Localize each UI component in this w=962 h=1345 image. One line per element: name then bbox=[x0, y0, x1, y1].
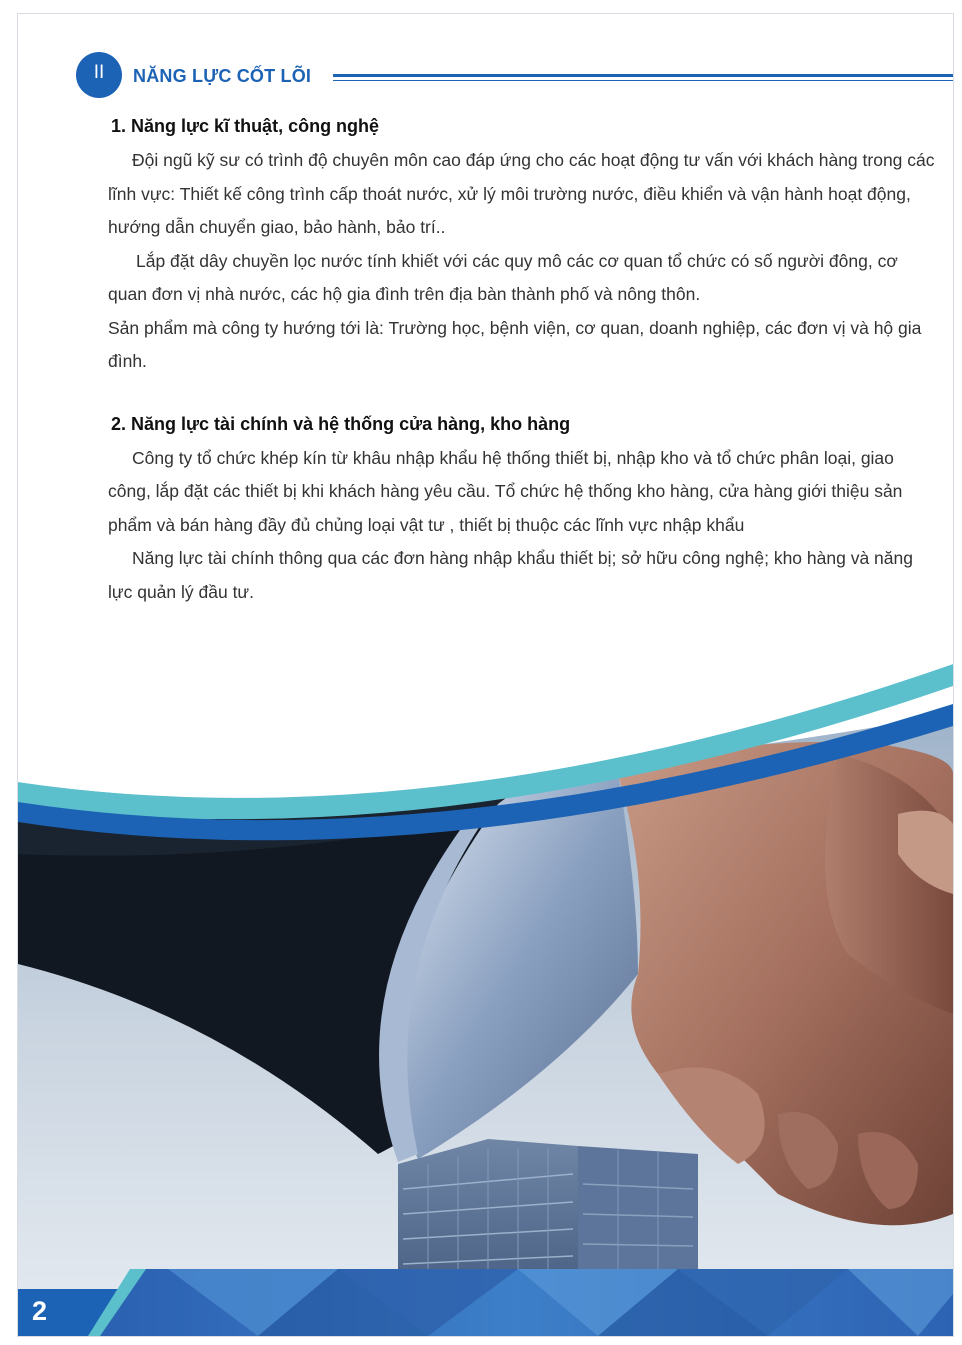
paragraph: Lắp đặt dây chuyền lọc nước tính khiết với các quy mô các cơ quan tổ chức có số người đông, cơ quan đơn vị nhà nước, các hộ gia đình trên địa bàn thành phố và nông thôn. bbox=[108, 250, 898, 304]
title-rule bbox=[333, 74, 953, 77]
section-badge: II bbox=[76, 52, 122, 98]
paragraph: Công ty tổ chức khép kín từ khâu nhập khẩu hệ thống thiết bị, nhập kho và tổ chức phân loại, giao công, lắp đặt các thiết bị khi khách hàng yêu cầu. Tổ chức hệ thống kho hàng, cửa hàng giới thiệu sản phẩm và bán hàng đầy đủ chủng loại vật tư , thiết bị thuộc các lĩnh vực nhập khẩu bbox=[108, 447, 903, 535]
paragraph: Sản phẩm mà công ty hướng tới là: Trường học, bệnh viện, cơ quan, doanh nghiệp, các đơn vị và hộ gia đình. bbox=[108, 317, 922, 371]
content-body bbox=[108, 108, 936, 609]
section-title: NĂNG LỰC CỐT LÕI bbox=[133, 66, 312, 86]
heading-technical: 1. Năng lực kĩ thuật, công nghệ bbox=[111, 116, 380, 136]
paragraph: Năng lực tài chính thông qua các đơn hàng nhập khẩu thiết bị; sở hữu công nghệ; kho hàng và năng lực quản lý đầu tư. bbox=[108, 548, 913, 602]
bottom-pattern-band bbox=[78, 1269, 953, 1336]
heading-financial: 2. Năng lực tài chính và hệ thống cửa hàng, kho hàng bbox=[111, 413, 571, 434]
page-number: 2 bbox=[32, 1296, 48, 1326]
paragraph: Đội ngũ kỹ sư có trình độ chuyên môn cao đáp ứng cho các hoạt động tư vấn với khách hàng trong các lĩnh vực: Thiết kế công trình cấp thoát nước, xử lý môi trường nước, điều khiển và vận hành hoạt động, hướng dẫn chuyển giao, bảo hành, bảo trí.. bbox=[108, 150, 935, 237]
brochure-page bbox=[17, 13, 954, 1337]
title-rule-thin bbox=[333, 80, 953, 81]
